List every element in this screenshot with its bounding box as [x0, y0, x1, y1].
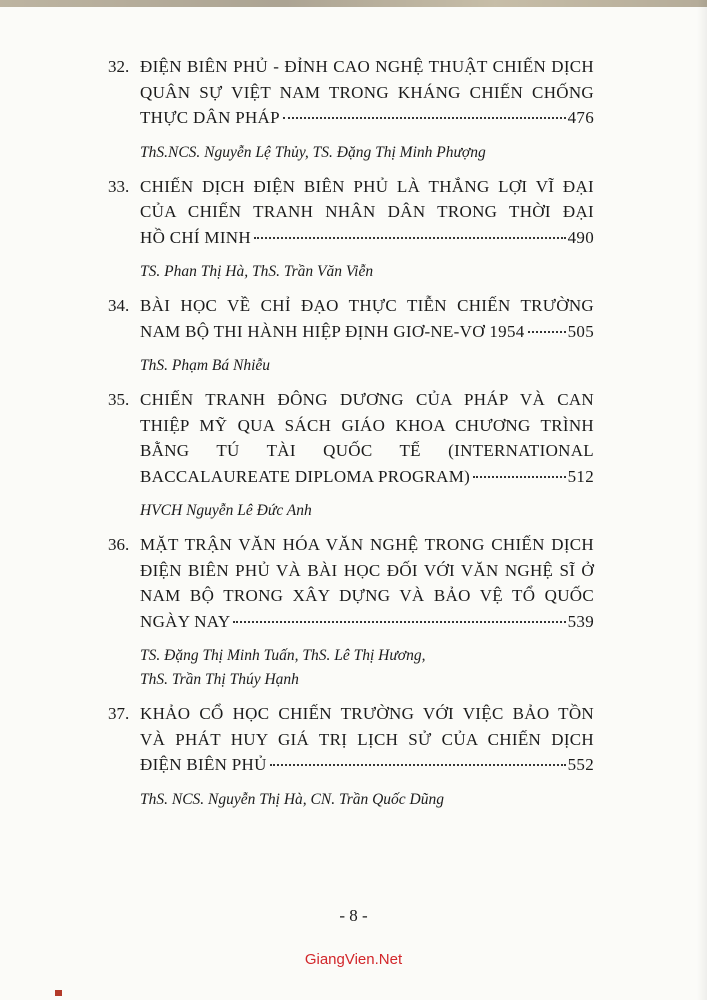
toc-entry-number: 33. — [108, 176, 130, 196]
author-line: ThS. Phạm Bá Nhiễu — [140, 357, 271, 374]
toc-entry-title-line: ĐIỆN BIÊN PHỦ — [140, 755, 267, 774]
toc-entry — [108, 701, 594, 812]
toc-entry-title-line: HỒ CHÍ MINH — [140, 227, 251, 247]
author-line: TS. Phan Thị Hà, ThS. Trần Văn Viễn — [140, 263, 374, 280]
toc-entry — [108, 532, 594, 692]
toc-entry-authors — [108, 499, 594, 523]
scan-right-shadow — [697, 0, 707, 1000]
toc-entry-title-line: CHIẾN DỊCH ĐIỆN BIÊN PHỦ LÀ THẮNG LỢI VĨ ĐẠI — [140, 176, 594, 196]
toc-entry-authors — [108, 788, 594, 812]
toc-entry-last-line — [140, 752, 594, 778]
author-line: ThS.NCS. Nguyễn Lệ Thủy, TS. Đặng Thị Minh Phượng — [140, 143, 486, 161]
toc-entry-title — [108, 387, 594, 489]
toc-entry-authors — [108, 141, 594, 165]
dot-leader — [528, 330, 566, 333]
toc-entry — [108, 54, 594, 165]
toc-entry-title-line: ĐIỆN BIÊN PHỦ VÀ BÀI HỌC ĐỐI VỚI VĂN NGHỆ SĨ Ở — [140, 560, 594, 580]
toc-entry-title-line: BACCALAUREATE DIPLOMA PROGRAM) — [140, 466, 471, 486]
toc-entry-authors — [108, 644, 594, 692]
toc-entry-page: 539 — [567, 611, 594, 631]
toc-entry-last-line — [140, 105, 594, 131]
toc-entry-page: 505 — [567, 321, 594, 341]
toc-entry-number: 35. — [108, 390, 130, 409]
toc-entry-title-line: BẰNG TÚ TÀI QUỐC TẾ (INTERNATIONAL — [140, 441, 594, 460]
toc-entry-title — [108, 532, 594, 634]
author-line: TS. Đặng Thị Minh Tuấn, ThS. Lê Thị Hương, — [140, 647, 426, 664]
toc-entry-page: 490 — [567, 227, 594, 247]
toc-entry-title-line: CHIẾN TRANH ĐÔNG DƯƠNG CỦA PHÁP VÀ CAN — [140, 390, 594, 409]
toc-entry-authors — [108, 354, 594, 378]
dot-leader — [473, 475, 565, 478]
toc-entry-title-line: QUÂN SỰ VIỆT NAM TRONG KHÁNG CHIẾN CHỐNG — [140, 82, 594, 102]
toc-entry-title-line: THIỆP MỸ QUA SÁCH GIÁO KHOA CHƯƠNG TRÌNH — [140, 415, 594, 435]
toc-entry-title — [108, 293, 594, 344]
toc-entry-last-line — [140, 319, 594, 345]
dot-leader — [233, 620, 565, 623]
toc-entry-number: 37. — [108, 704, 130, 723]
toc-entry-number: 34. — [108, 296, 130, 315]
toc-entry — [108, 293, 594, 378]
toc-entry-title — [108, 174, 594, 251]
dot-leader — [283, 116, 566, 119]
toc-entry-last-line — [140, 609, 594, 635]
dot-leader — [270, 763, 566, 766]
toc-entry-last-line — [140, 225, 594, 251]
toc-entry-title-line: NAM BỘ TRONG XÂY DỰNG VÀ BẢO VỆ TỔ QUỐC — [140, 586, 594, 605]
toc-entry-title — [108, 701, 594, 778]
toc-entry-title-line: ĐIỆN BIÊN PHỦ - ĐỈNH CAO NGHỆ THUẬT CHIẾN DỊCH — [140, 57, 594, 76]
toc-entry-title-line: NGÀY NAY — [140, 611, 231, 631]
toc-entry-title-line: CỦA CHIẾN TRANH NHÂN DÂN TRONG THỜI ĐẠI — [140, 202, 594, 221]
toc-entry-last-line — [140, 464, 594, 490]
toc-entry-title — [108, 54, 594, 131]
toc-entry-number: 32. — [108, 57, 130, 76]
toc-entry — [108, 174, 594, 285]
corner-mark — [55, 990, 62, 996]
author-line: ThS. NCS. Nguyễn Thị Hà, CN. Trần Quốc Dũng — [140, 790, 445, 808]
scan-top-edge — [0, 0, 707, 7]
toc-entry-number: 36. — [108, 535, 130, 554]
toc-entry-title-line: NAM BỘ THI HÀNH HIỆP ĐỊNH GIƠ-NE-VƠ 1954 — [140, 321, 525, 341]
toc-entry-page: 476 — [567, 108, 594, 127]
toc-entry-page: 552 — [567, 755, 594, 774]
dot-leader — [254, 236, 566, 239]
toc-entry-title-line: BÀI HỌC VỀ CHỈ ĐẠO THỰC TIỄN CHIẾN TRƯỜNG — [140, 296, 594, 315]
author-line: ThS. Trần Thị Thúy Hạnh — [140, 671, 299, 688]
toc-entry-title-line: MẶT TRẬN VĂN HÓA VĂN NGHỆ TRONG CHIẾN DỊCH — [140, 535, 594, 554]
toc-entry-title-line: VÀ PHÁT HUY GIÁ TRỊ LỊCH SỬ CỦA CHIẾN DỊCH — [140, 729, 594, 749]
watermark: GiangVien.Net — [304, 951, 403, 968]
page-number: - 8 - — [339, 906, 368, 925]
toc-entry — [108, 387, 594, 523]
toc-entry-title-line: KHẢO CỔ HỌC CHIẾN TRƯỜNG VỚI VIỆC BẢO TỒN — [140, 704, 594, 723]
author-line: HVCH Nguyễn Lê Đức Anh — [140, 502, 312, 519]
table-of-contents — [108, 54, 594, 821]
toc-entry-authors — [108, 260, 594, 284]
toc-entry-title-line: THỰC DÂN PHÁP — [140, 108, 280, 127]
toc-entry-page: 512 — [567, 466, 594, 486]
